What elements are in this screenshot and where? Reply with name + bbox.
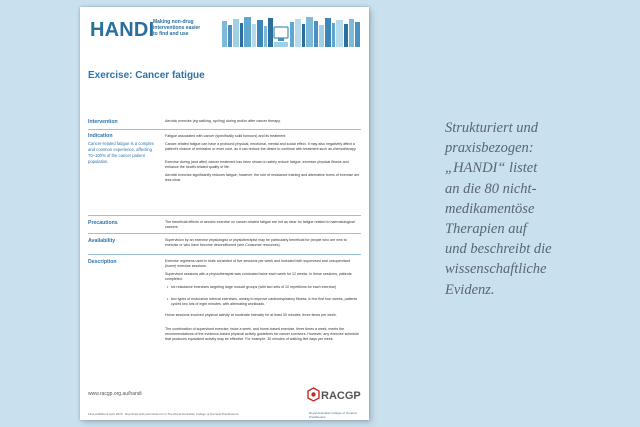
description-paragraph: Supervised sessions with a physiotherapist was conducted twice each week for 12 weeks. In these sessions, patients completed:: [165, 272, 352, 281]
handi-logo: HANDI: [90, 19, 155, 41]
divider: [88, 233, 361, 234]
tagline-line: interventions easier: [153, 25, 201, 31]
caption-line: „HANDI“ listet: [445, 160, 538, 177]
divider: [88, 215, 361, 216]
racgp-logo-icon: [307, 387, 320, 402]
divider: [88, 254, 361, 255]
indication-paragraph: Aerobic exercise significantly reduces fatigue; however, the role of resistance training and alternative forms of exercise are less clear.: [165, 173, 360, 182]
description-bullet: • two types of endurance interval exercises, aiming to improve cardiorespiratory fitness. In the first four weeks, patients cycled two lots of eight minutes, with alternating workloads.: [171, 297, 359, 307]
caption-line: an die 80 nicht-: [445, 180, 537, 197]
section-label-description: Description: [88, 259, 117, 265]
caption-line: Evidenz.: [445, 281, 495, 298]
description-bullet: • six resistance exercises targeting large muscle groups (with two sets of 10 repetitions for each exercise): [171, 285, 359, 290]
document-header: [88, 12, 361, 50]
bookshelf-illustration-icon: [222, 15, 361, 49]
handi-document-page: [80, 7, 369, 420]
section-label-indication: Indication: [88, 133, 113, 139]
caption-line: wissenschaftliche: [445, 261, 547, 278]
caption-line: und beschreibt die: [445, 241, 552, 258]
indication-paragraph: Fatigue associated with cancer (specifically solid tumours) and its treatment.: [165, 134, 287, 138]
caption-line: praxisbezogen:: [445, 140, 534, 157]
section-label-precautions: Precautions: [88, 220, 118, 226]
racgp-wordmark: RACGP: [321, 390, 361, 402]
divider: [88, 129, 361, 130]
tagline-line: to find and use: [153, 31, 189, 37]
footer-legal: First published: April 2015 · Reprinted with permission from The Royal Australian College of General Practitioners.: [88, 412, 240, 416]
description-paragraph: Exercise regimens used in trials consisted of five sessions per week and included both supervised and unsupervised (home) exercise sessions.: [165, 259, 351, 268]
handi-tagline: [153, 19, 223, 37]
document-title: Exercise: Cancer fatigue: [88, 70, 205, 81]
caption-line: Therapien auf: [445, 221, 527, 238]
availability-text: Supervision by an exercise physiologist or physiotherapist may be particularly beneficial for people who are new to exercise or who have become deconditioned (see Consumer resources).: [165, 238, 347, 247]
description-paragraph: The combination of supervised exercise, twice a week, and home-based exercise, three times a week, meets the recommendations of the evidence-based physical activity guidelines for cancer survivors. However, any exercise schedule that produces equivalent activity may be effective. For example, 30 minutes of walking five days per week.: [165, 327, 359, 341]
tagline-line: Making non-drug: [153, 19, 194, 25]
precautions-text: The beneficial effects of aerobic exercise on cancer-related fatigue are not as clear for fatigue related to haematological cancers.: [165, 220, 355, 229]
indication-sidebar-note: Cancer-related fatigue is a complex and common experience, affecting 70–100% of the cancer patient population.: [88, 141, 154, 164]
intervention-text: Aerobic exercise (eg walking, cycling) during and/or after cancer therapy.: [165, 119, 281, 123]
footer-url: www.racgp.org.au/handi: [88, 391, 142, 397]
section-label-intervention: Intervention: [88, 119, 118, 125]
section-label-availability: Availability: [88, 238, 116, 244]
racgp-subtitle: Royal Australian College of General Practitioners: [309, 411, 357, 419]
caption-text: [445, 118, 625, 300]
indication-paragraph: Exercise during (and after) cancer treatment has been shown to safely reduce fatigue, increase physical fitness and enhance the health-related quality of life.: [165, 160, 349, 169]
caption-line: medikamentöse: [445, 200, 535, 217]
description-paragraph: Home sessions involved physical activity at moderate intensity for at least 30 minutes, three times per week.: [165, 313, 337, 317]
caption-line: Strukturiert und: [445, 120, 539, 136]
indication-paragraph: Cancer-related fatigue can have a profound physical, emotional, mental and social effect. It may also negatively affect a patient's chance of remission or even cure, as it can reduce the desire to continue with treatment such as chemotherapy.: [165, 142, 357, 151]
